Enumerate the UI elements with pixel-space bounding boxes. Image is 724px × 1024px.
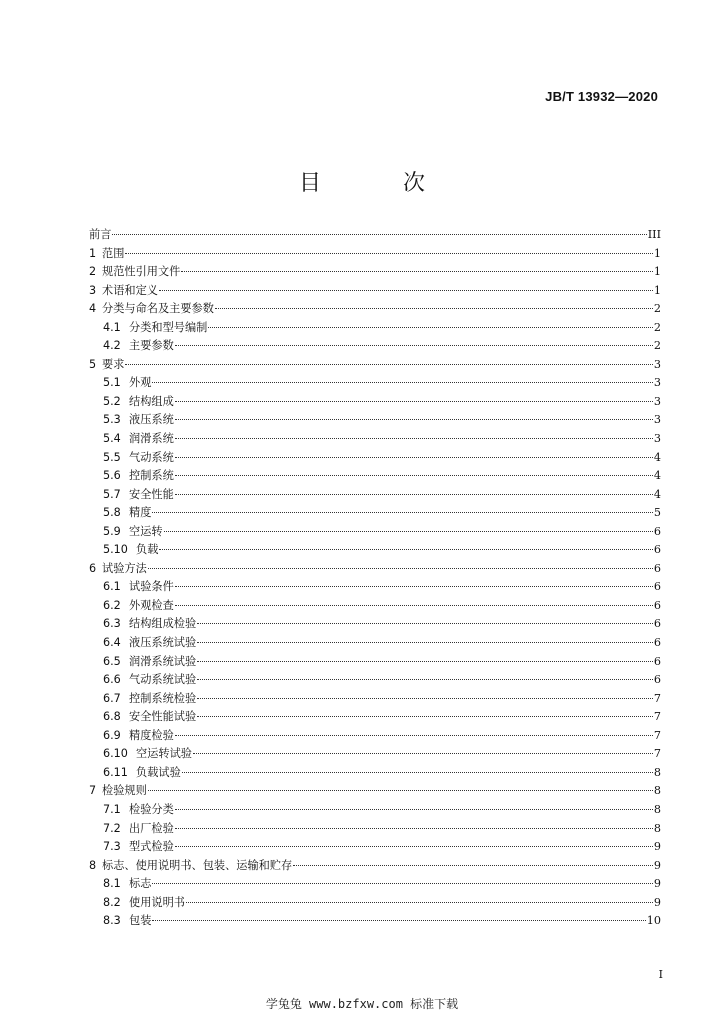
toc-entry-page: 9	[653, 895, 661, 909]
dot-leader	[175, 457, 653, 458]
toc-entry-number: 7.1	[103, 802, 121, 816]
toc-entry-page: 7	[653, 747, 661, 761]
toc-entry-title: 规范性引用文件	[102, 265, 181, 279]
dot-leader	[175, 345, 653, 346]
toc-entry[interactable]	[89, 504, 661, 523]
dot-leader	[197, 642, 653, 643]
toc-entry-title: 范围	[102, 246, 125, 260]
toc-entry[interactable]	[89, 578, 661, 597]
dot-leader	[293, 865, 653, 866]
toc-entry-page: 7	[653, 728, 661, 742]
toc-entry-number: 8	[89, 858, 97, 872]
toc-entry-number: 8.1	[103, 877, 121, 891]
toc-entry-number: 2	[89, 265, 97, 279]
dot-leader	[175, 475, 653, 476]
toc-entry-number: 5.2	[103, 394, 121, 408]
toc-entry-title: 精度检验	[129, 728, 174, 742]
toc-entry-page: 7	[653, 710, 661, 724]
dot-leader	[148, 790, 653, 791]
toc-entry-title: 出厂检验	[129, 821, 174, 835]
toc-entry-title: 术语和定义	[102, 283, 158, 297]
toc-entry[interactable]	[89, 374, 661, 393]
toc-entry[interactable]	[89, 653, 661, 672]
toc-entry-number: 6.6	[103, 673, 121, 687]
dot-leader	[164, 531, 653, 532]
toc-entry[interactable]	[89, 560, 661, 579]
toc-entry[interactable]	[89, 300, 661, 319]
dot-leader	[152, 382, 652, 383]
toc-entry-page: 2	[653, 320, 661, 334]
toc-entry-title: 试验条件	[129, 580, 174, 594]
toc-entry[interactable]	[89, 857, 661, 876]
dot-leader	[215, 308, 653, 309]
dot-leader	[175, 494, 653, 495]
toc-entry[interactable]	[89, 875, 661, 894]
dot-leader	[197, 623, 653, 624]
toc-entry-page: 4	[653, 450, 661, 464]
toc-entry[interactable]	[89, 411, 661, 430]
toc-entry-title: 液压系统	[129, 413, 174, 427]
toc-entry-number: 8.3	[103, 914, 121, 928]
toc-entry-title: 空运转试验	[136, 747, 192, 761]
dot-leader	[159, 549, 652, 550]
toc-entry[interactable]	[89, 894, 661, 913]
toc-entry-page: 8	[653, 802, 661, 816]
toc-entry-number: 4	[89, 302, 97, 316]
toc-entry[interactable]	[89, 263, 661, 282]
toc-entry-title: 结构组成	[129, 394, 174, 408]
dot-leader	[125, 253, 652, 254]
toc-entry-title: 要求	[102, 357, 125, 371]
toc-entry-page: 3	[653, 376, 661, 390]
toc-entry-page: 9	[653, 877, 661, 891]
dot-leader	[208, 327, 653, 328]
dot-leader	[175, 828, 653, 829]
toc-entry-page: 7	[653, 691, 661, 705]
dot-leader	[197, 716, 653, 717]
dot-leader	[193, 753, 653, 754]
toc-entry-number: 8.2	[103, 895, 121, 909]
toc-entry-page: 8	[653, 784, 661, 798]
dot-leader	[159, 290, 653, 291]
dot-leader	[182, 772, 653, 773]
toc-entry-page: 9	[653, 840, 661, 854]
toc-entry[interactable]	[89, 393, 661, 412]
toc-entry-number: 6.10	[103, 747, 128, 761]
toc-entry-title: 润滑系统试验	[129, 654, 197, 668]
dot-leader	[175, 735, 653, 736]
toc-entry-title: 润滑系统	[129, 432, 174, 446]
toc-entry-title: 安全性能	[129, 487, 174, 501]
toc-entry-number: 5.1	[103, 376, 121, 390]
toc-entry-page: 1	[653, 265, 661, 279]
toc-entry-title: 检验规则	[102, 784, 147, 798]
toc-entry[interactable]	[89, 467, 661, 486]
toc-entry-number: 1	[89, 246, 97, 260]
dot-leader	[152, 512, 652, 513]
toc-entry[interactable]	[89, 615, 661, 634]
toc-entry-title: 型式检验	[129, 840, 174, 854]
toc-entry-title: 标志、使用说明书、包装、运输和贮存	[102, 858, 293, 872]
dot-leader	[152, 883, 652, 884]
toc-entry-page: 8	[653, 765, 661, 779]
toc-entry-number: 5.8	[103, 506, 121, 520]
toc-entry-number: 6.2	[103, 598, 121, 612]
toc-entry[interactable]	[89, 430, 661, 449]
toc-entry[interactable]	[89, 541, 661, 560]
toc-entry-number: 5.10	[103, 543, 128, 557]
toc-entry-title: 标志	[129, 877, 152, 891]
toc-entry-title: 负载试验	[136, 765, 181, 779]
toc-entry-title: 气动系统试验	[129, 673, 197, 687]
toc-entry-number: 4.1	[103, 320, 121, 334]
toc-entry-title: 外观检查	[129, 598, 174, 612]
toc-entry[interactable]	[89, 820, 661, 839]
dot-leader	[175, 809, 653, 810]
toc-entry-number: 6.11	[103, 765, 128, 779]
toc-entry-page: 1	[653, 246, 661, 260]
toc-entry-number: 6.1	[103, 580, 121, 594]
toc-entry-title: 空运转	[129, 524, 163, 538]
dot-leader	[175, 401, 653, 402]
toc-entry[interactable]	[89, 319, 661, 338]
toc-entry-page: 2	[653, 302, 661, 316]
dot-leader	[197, 661, 653, 662]
dot-leader	[152, 920, 645, 921]
toc-entry-number: 5.5	[103, 450, 121, 464]
toc-entry-title: 控制系统	[129, 469, 174, 483]
toc-entry-number: 6.7	[103, 691, 121, 705]
dot-leader	[175, 605, 653, 606]
toc-entry-number: 5.3	[103, 413, 121, 427]
toc-entry-number: 5.6	[103, 469, 121, 483]
toc-entry-page: 4	[653, 469, 661, 483]
dot-leader	[175, 419, 653, 420]
toc-entry-page: 6	[653, 580, 661, 594]
toc-entry-number: 6.3	[103, 617, 121, 631]
toc-entry-number: 3	[89, 283, 97, 297]
toc-entry-page: 3	[653, 394, 661, 408]
dot-leader	[175, 846, 653, 847]
toc-entry-title: 负载	[136, 543, 159, 557]
toc-entry-page: 3	[653, 432, 661, 446]
toc-entry-title: 分类与命名及主要参数	[102, 302, 214, 316]
toc-entry-page: 1	[653, 283, 661, 297]
dot-leader	[112, 234, 646, 235]
toc-entry-page: III	[647, 228, 661, 241]
toc-entry-number: 5.4	[103, 432, 121, 446]
toc-entry-number: 7.2	[103, 821, 121, 835]
page-number: I	[658, 968, 663, 981]
toc-entry-page: 4	[653, 487, 661, 501]
toc-entry-number: 4.2	[103, 339, 121, 353]
toc-entry-page: 3	[653, 357, 661, 371]
toc-entry-page: 5	[653, 506, 661, 520]
toc-entry[interactable]	[89, 245, 661, 264]
toc-entry-number: 6.4	[103, 636, 121, 650]
toc-entry-title: 使用说明书	[129, 895, 185, 909]
toc-entry[interactable]	[89, 690, 661, 709]
toc-entry-page: 6	[653, 673, 661, 687]
toc-entry-title: 主要参数	[129, 339, 174, 353]
toc-entry-page: 6	[653, 561, 661, 575]
toc-entry[interactable]	[89, 226, 661, 245]
toc-entry[interactable]	[89, 782, 661, 801]
toc-entry-page: 6	[653, 617, 661, 631]
table-of-contents	[89, 226, 661, 931]
toc-entry-title: 液压系统试验	[129, 636, 197, 650]
toc-entry[interactable]	[89, 356, 661, 375]
toc-entry-title: 安全性能试验	[129, 710, 197, 724]
toc-entry-title: 试验方法	[102, 561, 147, 575]
toc-entry[interactable]	[89, 597, 661, 616]
toc-entry-number: 5.7	[103, 487, 121, 501]
toc-entry[interactable]	[89, 801, 661, 820]
dot-leader	[175, 438, 653, 439]
dot-leader	[186, 902, 653, 903]
toc-entry-title: 外观	[129, 376, 152, 390]
toc-entry-page: 6	[653, 543, 661, 557]
toc-entry-title: 气动系统	[129, 450, 174, 464]
toc-entry-page: 6	[653, 654, 661, 668]
toc-entry-title: 结构组成检验	[129, 617, 197, 631]
toc-entry[interactable]	[89, 523, 661, 542]
toc-entry[interactable]	[89, 282, 661, 301]
page-title: 目 次	[298, 171, 455, 196]
toc-entry-page: 2	[653, 339, 661, 353]
toc-entry[interactable]	[89, 912, 661, 931]
toc-entry-number: 7.3	[103, 840, 121, 854]
dot-leader	[197, 679, 653, 680]
toc-entry-title: 包装	[129, 914, 152, 928]
dot-leader	[148, 568, 653, 569]
standard-number: JB/T 13932—2020	[545, 89, 658, 104]
toc-entry[interactable]	[89, 486, 661, 505]
watermark-footer: 学兔兔 www.bzfxw.com 标准下载	[265, 997, 459, 1011]
toc-entry-page: 8	[653, 821, 661, 835]
toc-entry[interactable]	[89, 727, 661, 746]
toc-entry-page: 10	[646, 914, 661, 928]
toc-entry-page: 9	[653, 858, 661, 872]
toc-entry-number: 6.9	[103, 728, 121, 742]
toc-entry-number: 6	[89, 561, 97, 575]
dot-leader	[125, 364, 652, 365]
toc-entry-title: 分类和型号编制	[129, 320, 208, 334]
toc-entry[interactable]	[89, 671, 661, 690]
toc-entry-number: 6.8	[103, 710, 121, 724]
toc-entry[interactable]	[89, 634, 661, 653]
toc-entry[interactable]	[89, 745, 661, 764]
toc-entry[interactable]	[89, 764, 661, 783]
toc-entry-title: 检验分类	[129, 802, 174, 816]
toc-entry-number: 5.9	[103, 524, 121, 538]
toc-entry-number: 7	[89, 784, 97, 798]
toc-entry[interactable]	[89, 838, 661, 857]
toc-entry-page: 3	[653, 413, 661, 427]
dot-leader	[181, 271, 653, 272]
toc-entry-title: 前言	[89, 228, 112, 241]
toc-entry[interactable]	[89, 449, 661, 468]
toc-entry-page: 6	[653, 636, 661, 650]
toc-entry-title: 控制系统检验	[129, 691, 197, 705]
dot-leader	[197, 698, 653, 699]
toc-entry[interactable]	[89, 337, 661, 356]
toc-entry-number: 6.5	[103, 654, 121, 668]
toc-entry-page: 6	[653, 598, 661, 612]
dot-leader	[175, 586, 653, 587]
toc-entry-page: 6	[653, 524, 661, 538]
toc-entry-title: 精度	[129, 506, 152, 520]
toc-entry[interactable]	[89, 708, 661, 727]
toc-entry-number: 5	[89, 357, 97, 371]
